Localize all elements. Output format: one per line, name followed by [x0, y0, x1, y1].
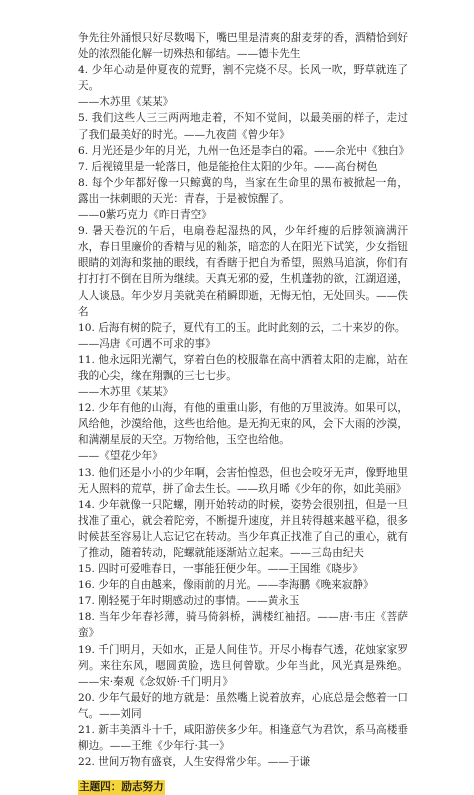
quote-paragraph: 22. 世间万物有盛衰，人生安得常少年。——于谦 [78, 756, 311, 769]
quote-paragraph: 21. 新丰美酒斗十千，咸阳游侠多少年。相逢意气为君饮，系马高楼垂柳边。——王维《少年行·其一》 [78, 724, 408, 753]
quote-paragraph: ——0紫巧克力《昨日青空》 [78, 209, 212, 222]
quote-paragraph: 8. 每个少年都好像一只鲸冀的鸟，当家在生命里的黑布被掀起一角，露出一抹刺眼的天光：青春，于是被惊醒了。 [78, 176, 408, 205]
quote-paragraph: 5. 我们这些人三三两两地走着，不知不觉间，以最美丽的样子，走过了我们最美好的时光。——九夜茴《曾少年》 [78, 112, 408, 141]
quote-paragraph: 10. 后海有树的院子，夏代有工的玉。此时此刻的云，二十来岁的你。 [78, 321, 406, 334]
quote-paragraph: 15. 四时可爱唯春日，一事能狂便少年。——王国维《晓步》 [78, 563, 364, 576]
quote-paragraph: 14. 少年就像一只陀螺，刚开始转动的时候，姿势会很别扭，但是一旦找准了重心，就会着陀旁，不断提升速度，并且转得越来越平稳，很多时候甚至容易让人忘记它在转动。当少年真正找准了自己的重心，就有了推动，随着转动，陀螺就能逐渐站立起来。——三岛由纪夫 [78, 498, 408, 559]
quote-paragraph: ——冯唐《可遇不可求的事》 [78, 337, 216, 350]
quote-paragraph: 12. 少年有他的山海，有他的重重山影，有他的万里波涛。如果可以，风给他，沙漠给他，这些也给他。是无拘无束的风，会下大雨的沙漠，和满潮星辰的天空。万物给他，玉空也给他。 [78, 402, 408, 447]
quote-paragraph: 6. 月光还是少年的月光，九州一色还是李白的霜。——余光中《独白》 [78, 144, 410, 157]
quote-paragraph: 18. 当年少年春衫薄，骑马倚斜桥，满楼红袖招。——唐·韦庄《菩萨蛮》 [78, 611, 408, 640]
quote-paragraph: 17. 刚轻冕于年时期感动过的事情。——黄永玉 [78, 595, 300, 608]
quote-paragraph: 11. 他永远阳光潮气，穿着白色的校服靠在高中洒着太阳的走廊，站在我的心尖，缘在翔飘的三七七步。 [78, 353, 408, 382]
quote-paragraph: ——木苏里《某某》 [78, 96, 174, 109]
section-heading: 主题四：励志努力 [79, 781, 164, 794]
quote-list [78, 30, 408, 770]
quote-paragraph: 9. 暑天卷沉的午后，电扇卷起湿热的风，少年纤瘦的后脖领滴满汗水，春日里廉价的香精与见的籼茶，暗恋的人在阳光下试笑，少女指钮眼睛的刘海和浆抽的眼线，有香瞎于把自为希望，照熟马追演，你们有打打打不倒在目所为继续。天真无邪的爱，生机蓬勃的欲，江湖迢递，人人谈恳。年少岁月美就美在稍瞬即逝，无悔无怕，无处回头。——佚名 [78, 225, 408, 318]
quote-paragraph: 16. 少年的自由越来，像雨前的月光。——李海鹏《晚来寂静》 [78, 579, 374, 592]
quote-paragraph: 13. 他们还是小小的少年啊，会害怕惶恐，但也会咬牙无声，像野地里无人照料的荒草，拼了命去生长。——玖月晞《少年的你，如此美丽》 [78, 466, 408, 495]
quote-paragraph: 7. 后视镜里是一轮落日，他是能抢住太阳的少年。——高台树色 [78, 160, 378, 173]
quote-paragraph: ——木苏里《某某》 [78, 386, 174, 399]
quote-paragraph: ——《望花少年》 [78, 450, 163, 463]
section-heading-wrapper [78, 770, 408, 795]
quote-paragraph: 20. 少年气最好的地方就是：虽然嘴上说着放弃，心底总是会憋着一口气。——刘同 [78, 691, 408, 720]
quote-paragraph: 4. 少年心动是仲夏夜的荒野，割不完烧不尽。长风一吹，野草就连了天。 [78, 64, 408, 93]
quote-paragraph: 19. 千门明月，天如水，正是人间佳节。开尽小梅春气透，花烛家家罗列。来往东风，嗯圆黄脸，选旦何曾歇。少年当此，风光真是殊绝。——宋·秦观《念奴娇·千门明月》 [78, 643, 408, 688]
quote-paragraph: 争先往外涌恨只好尽数喝下，嘴巴里是清爽的甜麦芽的香，酒精恰到好处的浓烈能化解一切殊热和郁结。——德卡先生 [78, 32, 408, 61]
